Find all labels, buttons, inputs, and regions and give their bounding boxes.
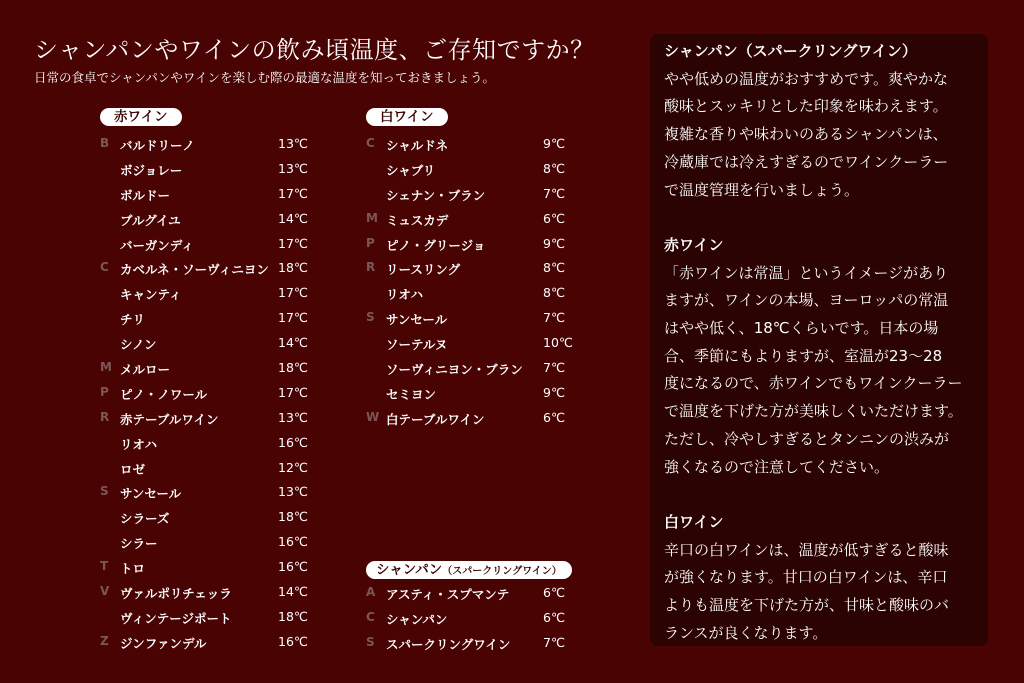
index-letter: W bbox=[366, 409, 380, 424]
wine-name: ボルドー bbox=[120, 187, 171, 203]
wine-row bbox=[100, 159, 320, 184]
section-text-line: 「赤ワインは常温」というイメージがあり bbox=[664, 263, 949, 282]
wine-temperature: 16℃ bbox=[278, 434, 308, 450]
wine-temperature: 9℃ bbox=[543, 136, 565, 151]
wine-row bbox=[366, 633, 586, 658]
index-letter: P bbox=[366, 235, 375, 250]
wine-row bbox=[366, 408, 586, 433]
wine-temperature: 16℃ bbox=[278, 534, 308, 550]
wine-temperature: 7℃ bbox=[543, 634, 565, 650]
index-letter: S bbox=[366, 310, 375, 325]
section-text-line: 強くなるので注意してください。 bbox=[664, 457, 890, 476]
wine-temperature: 17℃ bbox=[278, 285, 308, 301]
red-wine-badge bbox=[100, 108, 182, 126]
index-letter: M bbox=[100, 360, 112, 375]
wine-name: ジンファンデル bbox=[120, 635, 207, 651]
wine-row bbox=[100, 258, 320, 283]
wine-row bbox=[100, 308, 320, 333]
wine-temperature: 8℃ bbox=[543, 160, 565, 176]
wine-temperature: 17℃ bbox=[278, 384, 308, 400]
index-letter: T bbox=[100, 559, 109, 574]
wine-temperature: 18℃ bbox=[278, 360, 308, 376]
wine-row bbox=[100, 607, 320, 632]
section-text-line: 冷蔵庫では冷えすぎるのでワインクーラー bbox=[664, 152, 949, 171]
wine-name: セミヨン bbox=[386, 386, 437, 402]
white-wine-list bbox=[366, 134, 586, 433]
wine-temperature: 7℃ bbox=[543, 185, 565, 201]
index-letter: V bbox=[100, 584, 110, 599]
wine-temperature: 16℃ bbox=[278, 633, 308, 649]
wine-name: ブルグイユ bbox=[120, 212, 181, 228]
section-text-line: はやや低く、18℃くらいです。日本の場 bbox=[664, 319, 939, 338]
section-text-line: 辛口の白ワインは、温度が低すぎると酸味 bbox=[664, 540, 949, 559]
wine-row bbox=[100, 134, 320, 159]
wine-name: ヴィンテージポート bbox=[120, 610, 232, 626]
index-letter: C bbox=[366, 609, 375, 624]
wine-temperature: 12℃ bbox=[278, 459, 308, 475]
info-panel-content bbox=[664, 38, 984, 647]
champagne-badge-sublabel: （スパークリングワイン） bbox=[442, 566, 562, 577]
section-gap bbox=[664, 481, 984, 509]
champagne-badge bbox=[366, 561, 572, 579]
section-heading: 白ワイン bbox=[664, 512, 724, 531]
section-text-line: で温度管理を行いましょう。 bbox=[664, 180, 860, 199]
wine-name: リースリング bbox=[386, 262, 461, 278]
wine-temperature: 14℃ bbox=[278, 584, 308, 600]
wine-temperature: 18℃ bbox=[278, 509, 308, 525]
section-text-line: ただし、冷やしすぎるとタンニンの渋みが bbox=[664, 429, 950, 448]
wine-temperature: 6℃ bbox=[543, 210, 565, 226]
section-text-line: で温度を下げた方が美味しくいただけます。 bbox=[664, 402, 963, 421]
wine-row bbox=[100, 184, 320, 209]
wine-row bbox=[100, 632, 320, 657]
red-wine-badge-label: 赤ワイン bbox=[114, 109, 168, 125]
wine-name: ロゼ bbox=[120, 461, 146, 477]
section-text-line: 度になるので、赤ワインでもワインクーラー bbox=[664, 374, 963, 393]
page-title: シャンパンやワインの飲み頃温度、ご存知ですか？ bbox=[34, 36, 595, 64]
wine-row bbox=[100, 582, 320, 607]
wine-row bbox=[366, 608, 586, 633]
wine-row bbox=[366, 583, 586, 608]
index-letter: S bbox=[100, 484, 109, 499]
wine-name: トロ bbox=[120, 561, 146, 577]
wine-name: シラーズ bbox=[120, 511, 170, 527]
wine-name: アスティ・スプマンテ bbox=[386, 587, 510, 602]
section-heading: 赤ワイン bbox=[664, 235, 724, 254]
section-text-line: が強くなります。甘口の白ワインは、辛口 bbox=[664, 568, 948, 587]
wine-name: バーガンディ bbox=[120, 237, 194, 253]
wine-name: サンセール bbox=[120, 486, 182, 502]
wine-name: シャルドネ bbox=[386, 138, 449, 153]
index-letter: R bbox=[366, 260, 376, 275]
wine-temperature: 7℃ bbox=[543, 310, 565, 326]
wine-name: 白テーブルワイン bbox=[386, 411, 485, 427]
wine-row bbox=[100, 333, 320, 358]
wine-row bbox=[366, 358, 586, 383]
wine-name: 赤テーブルワイン bbox=[120, 411, 219, 427]
white-wine-badge-label: 白ワイン bbox=[380, 109, 434, 125]
wine-row bbox=[366, 258, 586, 283]
index-letter: P bbox=[100, 384, 109, 399]
index-letter: C bbox=[366, 136, 375, 150]
wine-name: シェナン・ブラン bbox=[386, 187, 486, 203]
wine-row bbox=[100, 358, 320, 383]
wine-temperature: 7℃ bbox=[543, 360, 565, 376]
wine-row bbox=[100, 557, 320, 582]
wine-temperature: 6℃ bbox=[543, 409, 565, 425]
wine-name: サンセール bbox=[386, 312, 448, 328]
wine-temperature: 8℃ bbox=[543, 260, 565, 276]
index-letter: S bbox=[366, 634, 375, 649]
index-letter: C bbox=[100, 260, 109, 275]
section-text-line: ますが、ワインの本場、ヨーロッパの常温 bbox=[664, 291, 949, 310]
page-subtitle: 日常の食卓でシャンパンやワインを楽しむ際の最適な温度を知っておきましょう。 bbox=[34, 70, 496, 85]
wine-row bbox=[100, 507, 320, 532]
section-text-line: 複雑な香りや味わいのあるシャンパンは、 bbox=[664, 125, 948, 144]
wine-name: リオハ bbox=[120, 436, 158, 452]
wine-name: ミュスカデ bbox=[386, 212, 449, 228]
section-heading: シャンパン（スパークリングワイン） bbox=[664, 42, 917, 60]
wine-row bbox=[100, 458, 320, 483]
section-gap bbox=[664, 204, 984, 232]
wine-row bbox=[100, 532, 320, 557]
wine-name: バルドリーノ bbox=[120, 138, 195, 153]
wine-temperature: 13℃ bbox=[278, 136, 308, 151]
wine-row bbox=[366, 134, 586, 159]
wine-temperature: 6℃ bbox=[543, 609, 565, 625]
wine-temperature: 14℃ bbox=[278, 210, 308, 226]
wine-row bbox=[366, 184, 586, 209]
wine-temperature: 14℃ bbox=[278, 335, 308, 351]
wine-temperature: 9℃ bbox=[543, 235, 565, 251]
wine-name: チリ bbox=[120, 312, 146, 328]
section-text-line: よりも温度を下げた方が、甘味と酸味のバ bbox=[664, 596, 950, 615]
wine-temperature: 17℃ bbox=[278, 235, 308, 251]
wine-temperature: 13℃ bbox=[278, 484, 308, 500]
wine-name: シラー bbox=[120, 536, 158, 552]
wine-name: ソーヴィニヨン・ブラン bbox=[386, 362, 523, 378]
champagne-badge-label: シャンパン bbox=[376, 562, 443, 578]
section-text-line: 合、季節にもよりますが、室温が23〜28 bbox=[664, 346, 943, 365]
wine-row bbox=[366, 308, 586, 333]
wine-name: キャンティ bbox=[120, 287, 182, 303]
wine-name: カベルネ・ソーヴィニヨン bbox=[120, 262, 269, 278]
wine-name: シャブリ bbox=[386, 162, 436, 178]
wine-row bbox=[366, 159, 586, 184]
wine-row bbox=[366, 209, 586, 234]
wine-temperature: 9℃ bbox=[543, 384, 565, 400]
wine-name: シャンパン bbox=[386, 611, 448, 627]
wine-name: リオハ bbox=[386, 287, 424, 303]
wine-name: ピノ・グリージョ bbox=[386, 237, 486, 253]
wine-row bbox=[100, 234, 320, 259]
champagne-list bbox=[366, 583, 586, 658]
wine-temperature: 16℃ bbox=[278, 559, 308, 575]
wine-row bbox=[100, 383, 320, 408]
section-text-line: 酸味とスッキリとした印象を味わえます。 bbox=[664, 97, 948, 116]
wine-row bbox=[366, 234, 586, 259]
wine-temperature: 18℃ bbox=[278, 260, 308, 276]
section-text-line: やや低めの温度がおすすめです。爽やかな bbox=[664, 69, 948, 88]
red-wine-list bbox=[100, 134, 320, 657]
wine-row bbox=[100, 433, 320, 458]
wine-temperature: 13℃ bbox=[278, 409, 308, 425]
index-letter: B bbox=[100, 136, 110, 150]
wine-row bbox=[100, 209, 320, 234]
wine-row bbox=[100, 408, 320, 433]
wine-temperature: 18℃ bbox=[278, 608, 308, 624]
wine-temperature: 17℃ bbox=[278, 185, 308, 201]
wine-temperature: 13℃ bbox=[278, 160, 308, 176]
wine-temperature: 8℃ bbox=[543, 285, 565, 301]
index-letter: R bbox=[100, 409, 110, 424]
index-letter: A bbox=[366, 585, 376, 599]
wine-name: メルロー bbox=[120, 362, 171, 378]
wine-row bbox=[100, 482, 320, 507]
wine-name: シノン bbox=[120, 337, 157, 353]
wine-temperature: 10℃ bbox=[543, 335, 573, 351]
wine-name: ヴァルポリチェッラ bbox=[120, 586, 232, 602]
wine-row bbox=[100, 283, 320, 308]
wine-row bbox=[366, 283, 586, 308]
wine-name: ボジョレー bbox=[120, 162, 183, 178]
section-text-line: ランスが良くなります。 bbox=[664, 623, 828, 642]
info-panel bbox=[650, 34, 988, 646]
index-letter: M bbox=[366, 210, 378, 225]
wine-name: スパークリングワイン bbox=[386, 636, 511, 652]
wine-row bbox=[366, 383, 586, 408]
wine-name: ピノ・ノワール bbox=[120, 386, 208, 402]
wine-name: ソーテルヌ bbox=[386, 337, 448, 353]
wine-row bbox=[366, 333, 586, 358]
white-wine-badge bbox=[366, 108, 448, 126]
index-letter: Z bbox=[100, 633, 109, 648]
wine-temperature: 6℃ bbox=[543, 585, 565, 600]
wine-temperature: 17℃ bbox=[278, 310, 308, 326]
